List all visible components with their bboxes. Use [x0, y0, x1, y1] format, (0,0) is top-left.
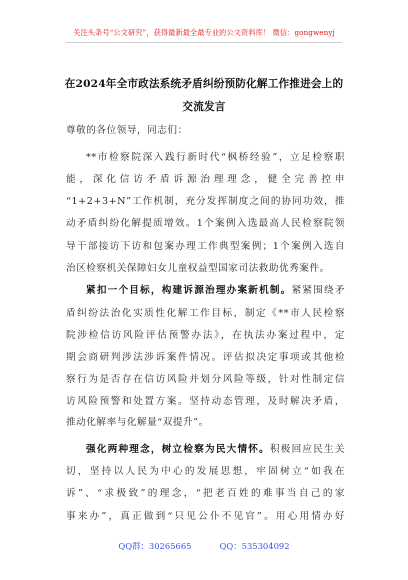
body-line: [66, 508, 345, 522]
body-text: 诉”、“求极致”的理念，“把老百姓的难事当自己的家: [66, 488, 345, 499]
footer-qq: QQ：535304092: [219, 541, 290, 551]
body-line: [66, 414, 345, 428]
salutation: 尊敬的各位领导，同志们：: [66, 125, 188, 136]
body-line: [66, 193, 345, 207]
section-heading: 强化两种理念，树立检察为民大情怀。: [86, 444, 270, 455]
header-divider: [66, 42, 342, 43]
body-line: [66, 260, 345, 274]
body-text: 紧紧围绕矛: [291, 285, 345, 296]
body-line: [66, 393, 345, 407]
section-heading: 紧扣一个目标，构建诉源治理办案新机制。: [86, 285, 292, 296]
body-text: 能，深化信访矛盾诉源治理理念，健全完善控申: [66, 174, 345, 185]
body-line: [66, 349, 345, 363]
body-line: [86, 441, 345, 455]
body-line: [66, 305, 345, 319]
footer-contacts: [0, 540, 408, 552]
body-text: 切，坚持以人民为中心的发展思想，牢固树立“如我在: [66, 466, 345, 477]
body-text: 期会商研判涉法涉诉案件情况。评估拟决定事项或其他检: [66, 352, 345, 363]
body-line: [66, 171, 345, 185]
body-text: 积极回应民生关: [269, 444, 345, 455]
body-text: “1+2+3+N”工作机制，充分发挥制度之间的协同功效，推: [66, 196, 345, 207]
body-text: 事来办”，真正做到“只见公仆不见官”。用心用情办好: [66, 511, 345, 522]
document-title-line-2: 交流发言: [182, 101, 226, 113]
body-text: **市检察院深入践行新时代“枫桥经验”，立足检察职: [86, 152, 345, 163]
body-line: [66, 327, 345, 341]
body-line: [66, 485, 345, 499]
body-line: [86, 282, 345, 296]
body-line: [86, 149, 345, 163]
body-text: 访风险预警和处置方案。坚持动态管理，及时解决矛盾，: [66, 396, 345, 407]
body-line: [66, 463, 345, 477]
header-banner: 关注头条号“公文研究”，获得最新最全最专业的公文资料库！ 微信：gongwenyj: [73, 28, 335, 37]
body-text: 院涉检信访风险评估预警办法》，在执法办案过程中，定: [66, 330, 345, 341]
body-line: [66, 371, 345, 385]
footer-qq-group: QQ群：30265665: [118, 541, 192, 551]
body-text: 盾纠纷法治化实质性化解工作目标，制定《**市人民检察: [66, 308, 345, 319]
body-text: 动矛盾纠纷化解提质增效。1个案例入选最高人民检察院领: [66, 218, 345, 229]
body-text: 察行为是否存在信访风险并划分风险等级，针对性制定信: [66, 374, 345, 385]
body-line: [66, 215, 345, 229]
body-text: 治区检察机关保障妇女儿童权益型国家司法救助优秀案件。: [66, 263, 330, 274]
document-title-line-1: 在2024年全市政法系统矛盾纠纷预防化解工作推进会上的: [64, 78, 344, 90]
body-text: 推动化解率与化解量“双提升”。: [66, 417, 209, 428]
body-line: [66, 238, 345, 252]
body-text: 导干部接访下访和包案办理工作典型案例；1个案例入选自: [66, 241, 345, 252]
